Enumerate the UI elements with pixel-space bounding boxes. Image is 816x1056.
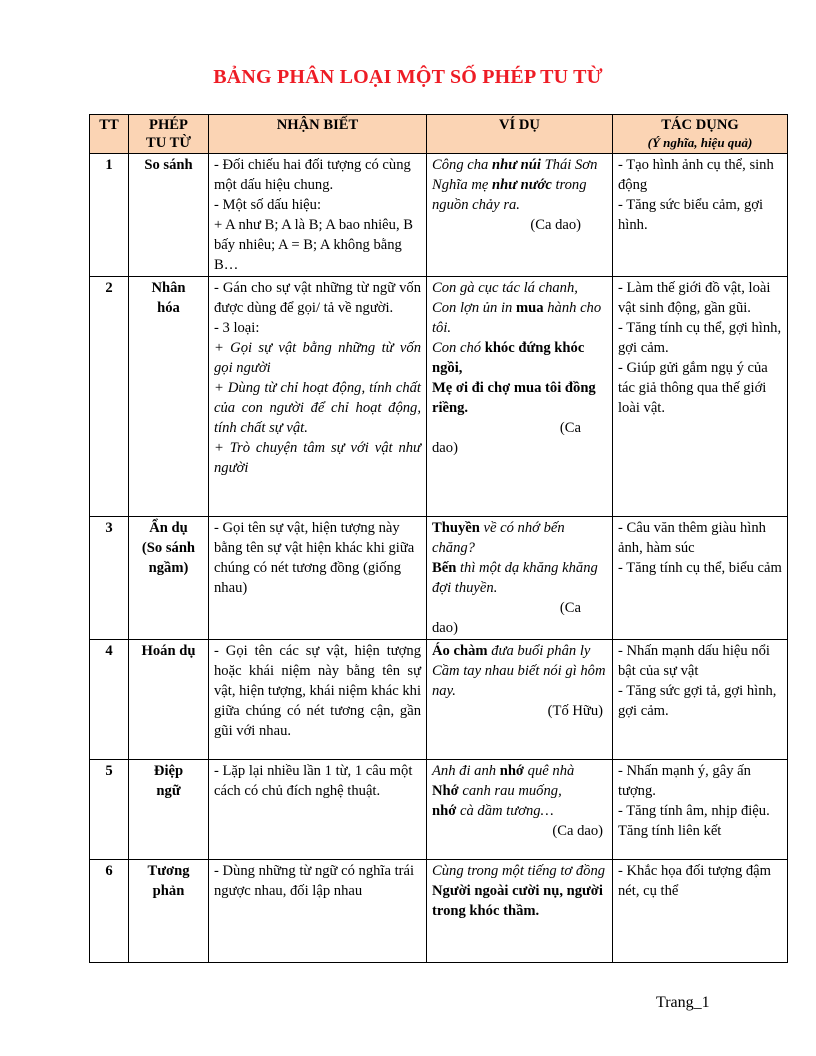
header-tac-dung: TÁC DỤNG (Ý nghĩa, hiệu quả) [613, 115, 788, 154]
table-row [90, 860, 788, 963]
row-number: 6 [90, 860, 129, 963]
effect-cell: - Câu văn thêm giàu hình ảnh, hàm súc - Tăng tính cụ thể, biểu cảm [613, 517, 788, 640]
effect-cell: - Làm thế giới đồ vật, loài vật sinh động, gần gũi. - Tăng tính cụ thể, gợi hình, gợi cảm. - Giúp gửi gắm ngụ ý của tác giả thông qua thế giới loài vật. [613, 277, 788, 517]
header-row [90, 115, 788, 154]
example-cell: Thuyền về có nhớ bến chăng? Bến thì một dạ khăng khăng đợi thuyền. (Ca dao) [427, 517, 613, 640]
header-phep-tu-tu: PHÉP TU TỪ [129, 115, 209, 154]
table-row [90, 154, 788, 277]
figure-name: So sánh [129, 154, 209, 277]
recognition-cell: - Lặp lại nhiều lần 1 từ, 1 câu một cách có chủ đích nghệ thuật. [209, 760, 427, 860]
recognition-cell: - Dùng những từ ngữ có nghĩa trái ngược nhau, đối lập nhau [209, 860, 427, 963]
example-cell: Áo chàm đưa buổi phân ly Cầm tay nhau biết nói gì hôm nay. (Tố Hữu) [427, 640, 613, 760]
figure-name: Điệp ngữ [129, 760, 209, 860]
recognition-cell: - Đối chiếu hai đối tượng có cùng một dấu hiệu chung. - Một số dấu hiệu: + A như B; A là B; A bao nhiêu, B bấy nhiêu; A = B; A không bằng B… [209, 154, 427, 277]
figure-name: Tương phản [129, 860, 209, 963]
row-number: 2 [90, 277, 129, 517]
recognition-cell: - Gọi tên các sự vật, hiện tượng hoặc khái niệm này bằng tên sự vật, hiện tượng, khái niệm khác khi giữa chúng có nét tương cận, gần gũi với nhau. [209, 640, 427, 760]
header-nhan-biet: NHẬN BIẾT [209, 115, 427, 154]
recognition-cell: - Gọi tên sự vật, hiện tượng này bằng tên sự vật hiện khác khi giữa chúng có nét tương đồng (giống nhau) [209, 517, 427, 640]
row-number: 1 [90, 154, 129, 277]
example-cell: Công cha như núi Thái Sơn Nghĩa mẹ như nước trong nguồn chảy ra. (Ca dao) [427, 154, 613, 277]
header-tt: TT [90, 115, 129, 154]
figure-name: Nhân hóa [129, 277, 209, 517]
row-number: 5 [90, 760, 129, 860]
header-vi-du: VÍ DỤ [427, 115, 613, 154]
example-cell: Cùng trong một tiếng tơ đồng Người ngoài cười nụ, người trong khóc thầm. [427, 860, 613, 963]
effect-cell: - Nhấn mạnh dấu hiệu nổi bật của sự vật - Tăng sức gợi tả, gợi hình, gợi cảm. [613, 640, 788, 760]
figure-name: Ẩn dụ (So sánh ngầm) [129, 517, 209, 640]
figures-of-speech-table [89, 114, 788, 963]
row-number: 4 [90, 640, 129, 760]
recognition-cell: - Gán cho sự vật những từ ngữ vốn được dùng để gọi/ tả về người. - 3 loại: + Gọi sự vật bằng những từ vốn gọi người + Dùng từ chỉ hoạt động, tính chất của con người để chỉ hoạt động, tính chất sự vật. + Trò chuyện tâm sự với vật như người [209, 277, 427, 517]
table-row [90, 517, 788, 640]
effect-cell: - Nhấn mạnh ý, gây ấn tượng. - Tăng tính âm, nhịp điệu. Tăng tính liên kết [613, 760, 788, 860]
page-number: Trang_1 [656, 994, 710, 1011]
example-cell: Con gà cục tác lá chanh, Con lợn ủn in mua hành cho tôi. Con chó khóc đứng khóc ngồi, Mẹ ơi đi chợ mua tôi đồng riềng. (Ca dao) [427, 277, 613, 517]
effect-cell: - Khắc họa đối tượng đậm nét, cụ thể [613, 860, 788, 963]
table-row [90, 277, 788, 517]
table-row [90, 640, 788, 760]
page-title: BẢNG PHÂN LOẠI MỘT SỐ PHÉP TU TỪ [213, 66, 603, 88]
effect-cell: - Tạo hình ảnh cụ thể, sinh động - Tăng sức biểu cảm, gợi hình. [613, 154, 788, 277]
row-number: 3 [90, 517, 129, 640]
example-cell: Anh đi anh nhớ quê nhà Nhớ canh rau muống, nhớ cà dầm tương… (Ca dao) [427, 760, 613, 860]
table-row [90, 760, 788, 860]
figure-name: Hoán dụ [129, 640, 209, 760]
